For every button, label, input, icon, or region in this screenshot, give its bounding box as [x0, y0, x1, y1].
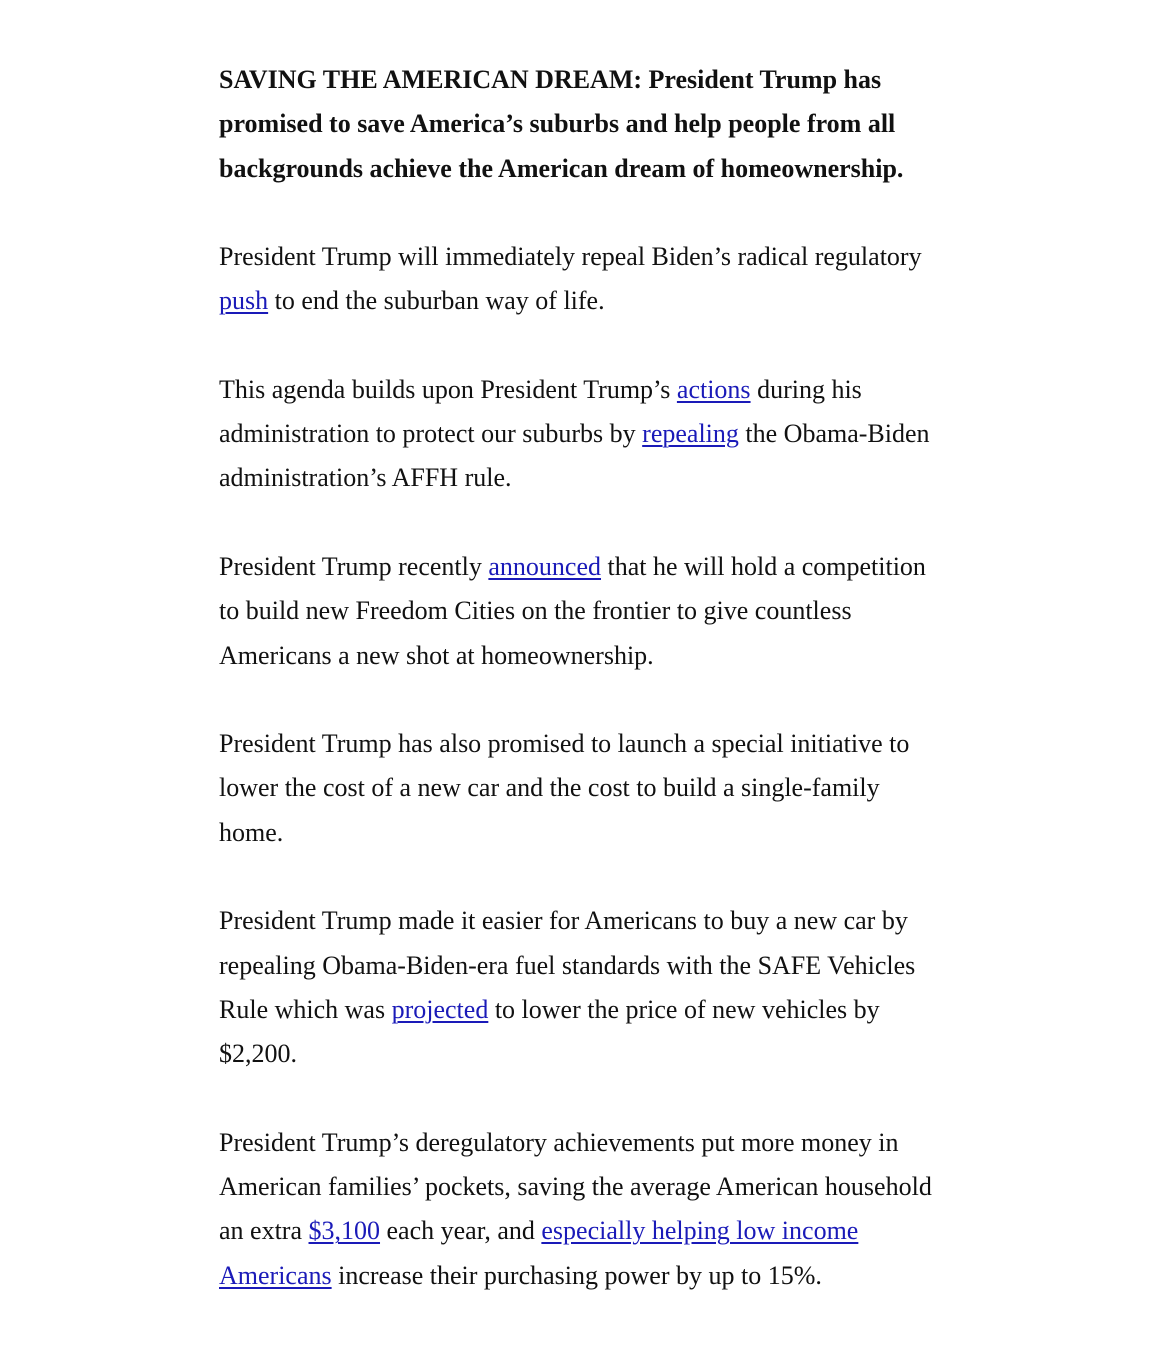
- inline-link[interactable]: push: [219, 286, 269, 316]
- paragraph-text: President Trump recently: [219, 551, 489, 581]
- body-paragraph: [219, 545, 949, 678]
- paragraph-text: President Trump’s deregulatory achievements put more money in American families’ pockets, saving the average American household an extra: [219, 1127, 932, 1246]
- paragraph-text: This agenda builds upon President Trump’s: [219, 374, 677, 404]
- body-paragraph: [219, 899, 949, 1076]
- body-paragraph: [219, 722, 949, 855]
- paragraph-list: [219, 235, 949, 1298]
- inline-link[interactable]: $3,100: [308, 1216, 381, 1246]
- body-paragraph: [219, 235, 949, 324]
- paragraph-text: each year, and: [380, 1216, 542, 1246]
- paragraph-text: that he will hold a competition to build new Freedom Cities on the frontier to give countless Americans a new shot at homeownership.: [219, 551, 926, 670]
- inline-link[interactable]: announced: [488, 551, 601, 581]
- paragraph-text: President Trump will immediately repeal Biden’s radical regulatory: [219, 241, 922, 271]
- paragraph-text: President Trump has also promised to launch a special initiative to lower the cost of a new car and the cost to build a single-family home.: [219, 729, 910, 847]
- paragraph-text: increase their purchasing power by up to 15%.: [331, 1260, 822, 1290]
- body-paragraph: [219, 1121, 949, 1298]
- inline-link[interactable]: repealing: [642, 419, 739, 449]
- body-paragraph: [219, 368, 949, 501]
- inline-link[interactable]: actions: [676, 374, 751, 404]
- paragraph-text: the Obama-Biden administration’s AFFH rule.: [219, 419, 930, 493]
- inline-link[interactable]: especially helping low income Americans: [219, 1216, 859, 1290]
- document-body: [219, 58, 949, 1298]
- inline-link[interactable]: projected: [391, 994, 489, 1024]
- paragraph-text: President Trump made it easier for Americans to buy a new car by repealing Obama-Biden-era fuel standards with the SAFE Vehicles Rule which was: [219, 906, 916, 1024]
- paragraph-text: to lower the price of new vehicles by $2,200.: [219, 994, 880, 1069]
- paragraph-text: to end the suburban way of life.: [268, 286, 605, 316]
- paragraph-text: during his administration to protect our suburbs by: [219, 374, 862, 449]
- lead-heading: SAVING THE AMERICAN DREAM: President Trump has promised to save America’s suburbs and help people from all backgrounds achieve the American dream of homeownership.: [219, 65, 904, 183]
